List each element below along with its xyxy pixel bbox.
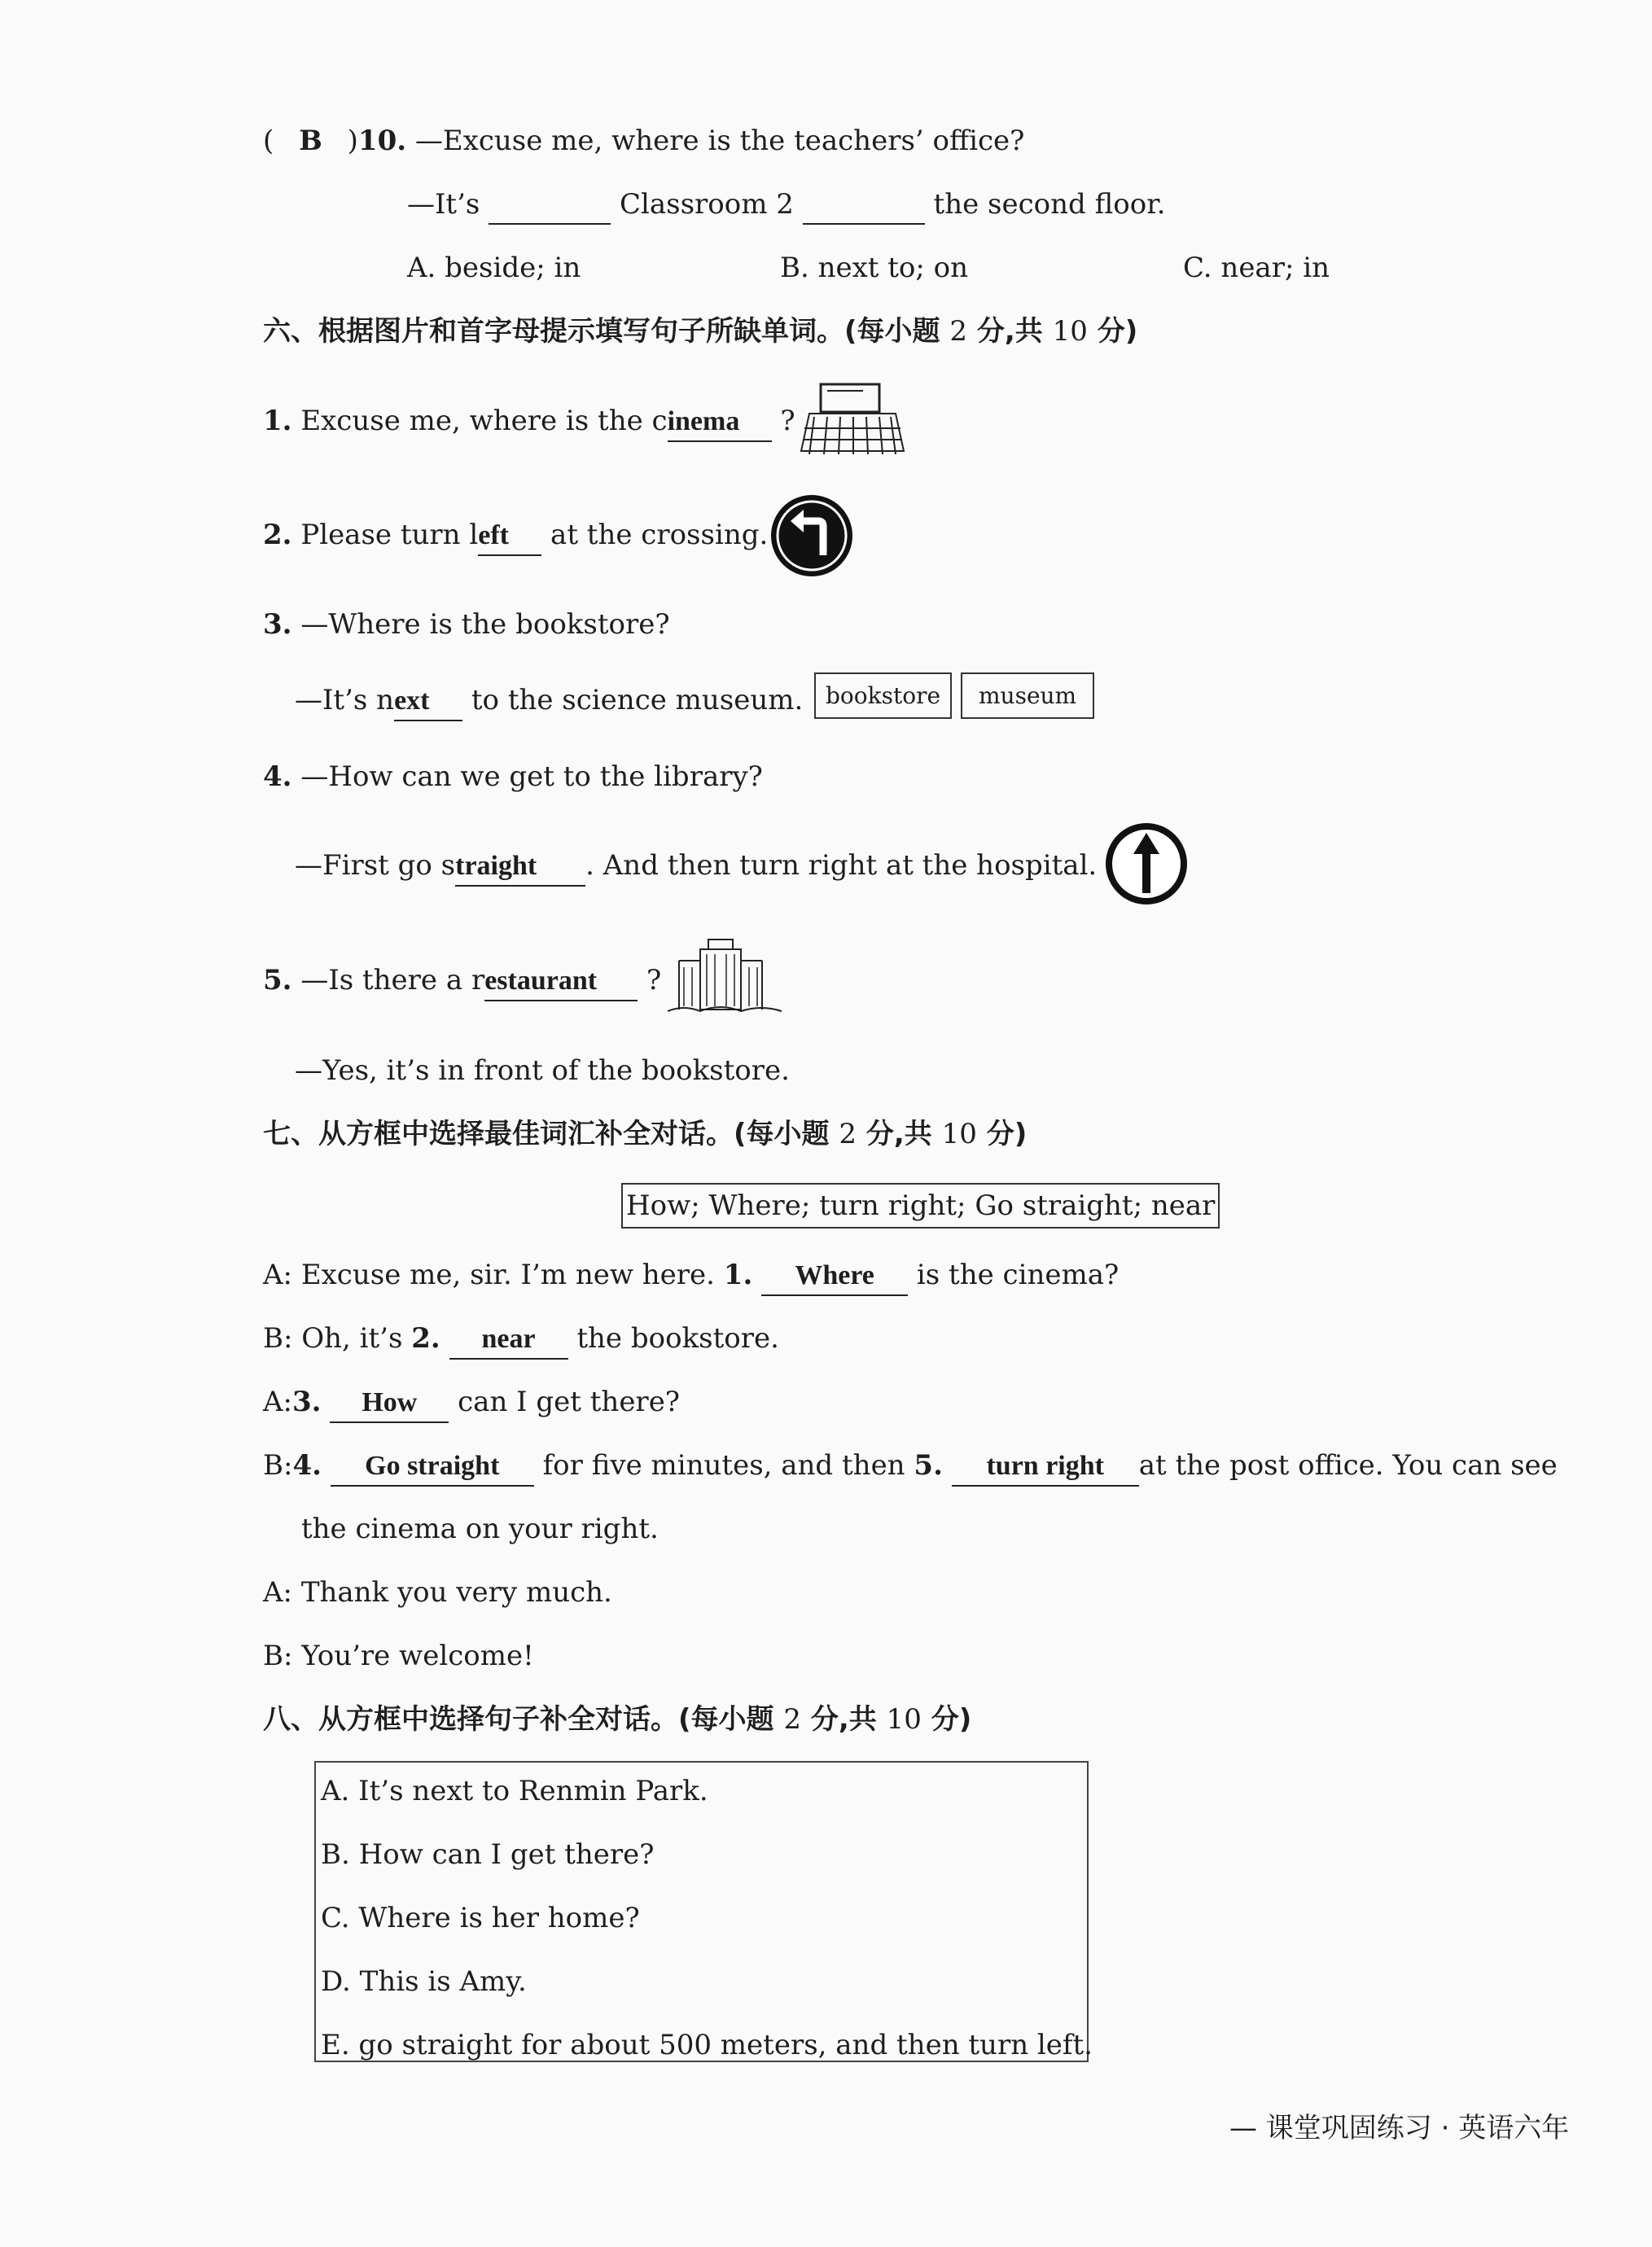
s7-line-1 [263,1261,1119,1293]
s6-q5-answer: estaurant [484,966,598,996]
s6-q2 [263,521,768,553]
restaurant-icon [668,936,790,1018]
s6-q3-question [263,608,670,641]
section8-score2: 10 [886,1703,922,1736]
s6-q5-blank[interactable] [484,966,638,1001]
s6-q4-question-text: —How can we get to the library? [300,760,763,793]
section8-end: 分) [931,1703,972,1736]
s7-l4-num2: 5. [914,1449,943,1482]
q10-option-c: C. near; in [1183,252,1330,284]
q10-response-end: the second floor. [933,188,1166,221]
s6-q1-end: ? [780,405,795,437]
section8-title [263,1703,972,1736]
s7-answer-5: turn right [986,1451,1104,1481]
s6-q1-answer: inema [667,406,740,436]
s7-blank-1[interactable] [761,1260,908,1296]
museum-box: museum [961,672,1094,719]
s6-q3-blank[interactable] [394,685,462,721]
s6-q4-question [263,760,763,793]
s6-q5-response: —Yes, it’s in front of the bookstore. [295,1054,790,1087]
section8-mid: 分,共 [810,1703,877,1736]
section6-end: 分) [1097,315,1138,348]
s7-l4-num: 4. [292,1449,322,1482]
section6-score1: 2 [949,315,968,348]
section7-title-text: 七、从方框中选择最佳词汇补全对话。(每小题 [263,1118,830,1150]
s7-answer-1: Where [795,1260,874,1290]
s6-q3-answer: ext [394,685,430,716]
q10-option-b: B. next to; on [780,252,969,284]
s7-blank-2[interactable] [449,1324,568,1360]
section7-mid: 分,共 [865,1118,932,1150]
section7-score2: 10 [941,1118,977,1150]
section8-title-text: 八、从方框中选择句子补全对话。(每小题 [263,1703,774,1736]
s7-l4-mid: for five minutes, and then [542,1449,905,1482]
q10-question: —Excuse me, where is the teachers’ office? [414,125,1025,157]
cinema-icon [798,381,908,458]
s7-l1-pre: A: Excuse me, sir. I’m new here. [263,1259,715,1291]
q10-response-mid: Classroom 2 [619,188,794,221]
s7-blank-5[interactable] [952,1451,1139,1487]
s6-q2-blank[interactable] [478,520,541,556]
s7-blank-3[interactable] [330,1387,449,1423]
s7-line-5: the cinema on your right. [301,1513,659,1545]
s7-l3-pre: A: [263,1386,293,1418]
section7-end: 分) [986,1118,1028,1150]
s7-l1-post: is the cinema? [916,1259,1120,1291]
s8-option-e: E. go straight for about 500 meters, and then turn left. [321,2029,1093,2061]
s6-q4-blank[interactable] [455,851,585,887]
s6-q1 [263,407,795,439]
s8-option-a: A. It’s next to Renmin Park. [321,1775,708,1807]
s7-l3-post: can I get there? [458,1386,681,1418]
page-footer: — 课堂巩固练习 · 英语六年 [1229,2112,1570,2144]
q10-response-start: —It’s [407,188,480,221]
q10-option-a: A. beside; in [407,252,581,284]
s6-q2-end: at the crossing. [550,519,769,551]
s7-line-7: B: You’re welcome! [263,1640,534,1672]
s7-l4-post: at the post office. You can see [1138,1449,1558,1482]
s6-q2-answer: eft [478,520,509,550]
s6-q3-question-text: —Where is the bookstore? [300,608,670,641]
section6-title-text: 六、根据图片和首字母提示填写句子所缺单词。(每小题 [263,315,940,348]
s7-answer-3: How [362,1387,418,1417]
s7-line-4 [263,1449,1558,1483]
s6-q4-end: . And then turn right at the hospital. [585,849,1098,882]
q10-number: 10. [357,125,407,157]
s8-option-c: C. Where is her home? [321,1902,640,1934]
s6-q1-num: 1. [263,405,292,437]
q10-bracket-close: ) [347,125,358,157]
s7-l2-num: 2. [411,1322,440,1355]
s7-answer-4: Go straight [365,1451,500,1481]
section6-mid: 分,共 [976,315,1043,348]
section6-score2: 10 [1052,315,1088,348]
s7-answer-2: near [481,1324,536,1354]
s6-q4-text: —First go s [295,849,456,882]
go-straight-icon [1104,821,1189,906]
s7-line-6: A: Thank you very much. [263,1576,612,1609]
s6-q3-response [295,686,803,718]
q10-response [407,188,1166,221]
section7-score1: 2 [839,1118,857,1150]
s7-line-2 [263,1322,779,1356]
s6-q3-end: to the science museum. [471,684,804,716]
section6-title [263,315,1138,348]
s8-option-b: B. How can I get there? [321,1838,655,1871]
s6-q3-text: —It’s n [295,684,395,716]
s6-q4-num: 4. [263,760,292,793]
s6-q5-text: —Is there a r [300,964,485,996]
s6-q3-num: 3. [263,608,292,641]
s6-q4-response [295,849,1098,883]
section8-score1: 2 [783,1703,802,1736]
s7-l1-num: 1. [723,1259,753,1291]
s6-q5-num: 5. [263,964,292,996]
s7-line-3 [263,1388,680,1420]
q10-answer: B [299,125,322,157]
turn-left-icon [769,493,854,578]
s6-q5-end: ? [646,964,662,996]
s6-q1-text: Excuse me, where is the c [300,405,668,437]
q10-blank-1[interactable] [489,194,611,225]
section7-title [263,1120,1027,1148]
s6-q4-answer: traight [455,851,537,881]
s6-q1-blank[interactable] [667,406,772,442]
q10-bracket-open: ( [263,125,274,157]
q10-line [263,127,1024,155]
s7-l2-pre: B: Oh, it’s [263,1322,403,1355]
s8-option-d: D. This is Amy. [321,1965,527,1998]
s7-l2-post: the bookstore. [576,1322,779,1355]
q10-blank-2[interactable] [803,194,925,225]
s6-q2-num: 2. [263,519,292,551]
s7-l3-num: 3. [292,1386,322,1418]
s6-q2-text: Please turn l [300,519,479,551]
bookstore-box: bookstore [814,672,952,719]
section7-word-box: How; Where; turn right; Go straight; near [621,1183,1220,1229]
s7-blank-4[interactable] [331,1451,534,1487]
s7-l4-pre: B: [263,1449,293,1482]
s6-q5 [263,966,661,998]
